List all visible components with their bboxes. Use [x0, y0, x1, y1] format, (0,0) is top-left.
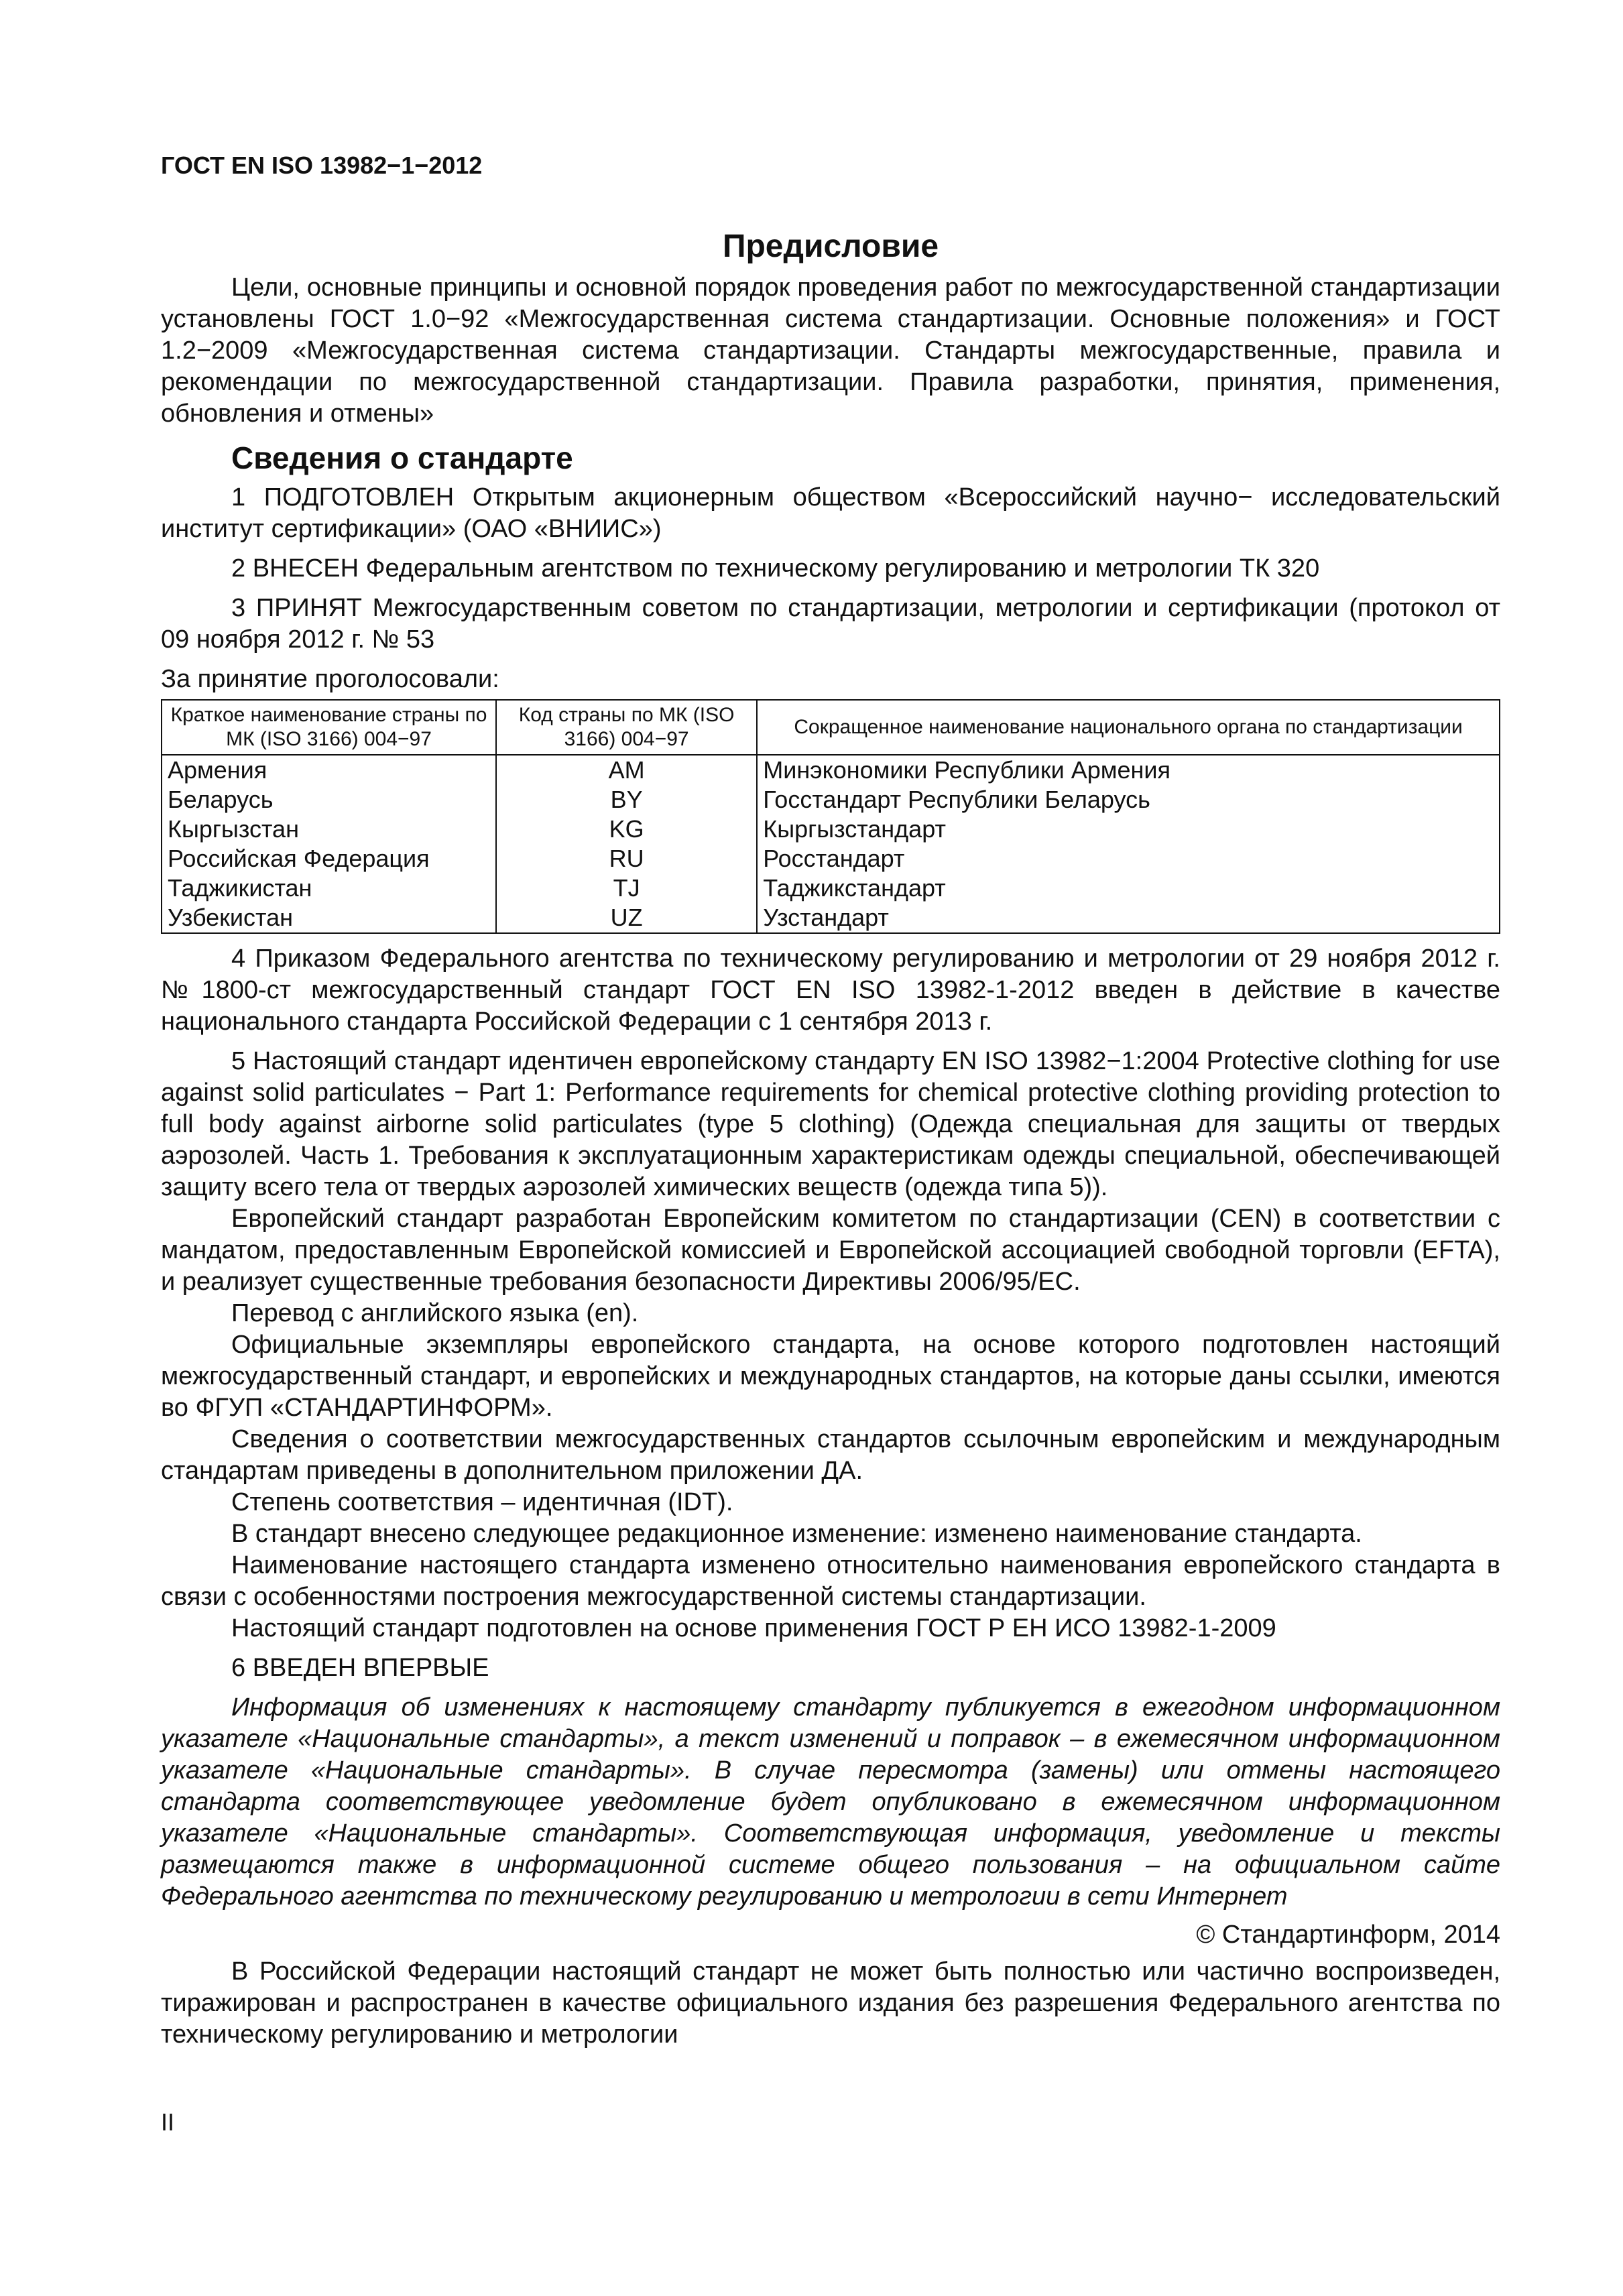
table-header-country: Краткое наименование страны по МК (ISO 3166) 004−97 [162, 700, 496, 755]
table-header-row [162, 700, 1500, 755]
info-item-5: 5 Настоящий стандарт идентичен европейскому стандарту EN ISO 13982−1:2004 Protective clothing for use against solid particulates − Part 1: Performance requirements for chemical protective clothing providing protection to full body against airborne solid particulates (type 5 clothing) (Одежда специальная для защиты от твердых аэрозолей. Часть 1. Требования к эксплуатационным характеристикам одежды специальной, обеспечивающей защиту всего тела от твердых аэрозолей химических веществ (одежда типа 5)). [161, 1047, 1500, 1201]
table-cell-country: Узбекистан [162, 903, 496, 933]
table-cell-body: Узстандарт [757, 903, 1500, 933]
item-5-paragraph: Наименование настоящего стандарта изменено относительно наименования европейского стандарта в связи с особенностями построения межгосударственной системы стандартизации. [161, 1551, 1500, 1611]
table-cell-body: Кыргызстандарт [757, 814, 1500, 844]
voting-countries-table [161, 699, 1500, 934]
table-cell-country: Беларусь [162, 785, 496, 814]
table-cell-code: TJ [496, 873, 757, 903]
info-item-3: 3 ПРИНЯТ Межгосударственным советом по стандартизации, метрологии и сертификации (протокол от 09 ноября 2012 г. № 53 [161, 594, 1500, 654]
document-code-header: ГОСТ EN ISO 13982−1−2012 [161, 152, 483, 179]
table-row [162, 873, 1500, 903]
table-row [162, 844, 1500, 873]
item-5-paragraph: Европейский стандарт разработан Европейским комитетом по стандартизации (CEN) в соответствии с мандатом, предоставленным Европейской комиссией и Европейской ассоциацией свободной торговли (EFTA), и реализует существенные требования безопасности Директивы 2006/95/EC. [161, 1205, 1500, 1296]
reproduction-notice: В Российской Федерации настоящий стандарт не может быть полностью или частично воспроизведен, тиражирован и распространен в качестве официального издания без разрешения Федерального агентства по техническому регулированию и метрологии [161, 1957, 1500, 2049]
foreword-title: Предисловие [722, 229, 939, 264]
table-cell-code: UZ [496, 903, 757, 933]
info-item-6: 6 ВВЕДЕН ВПЕРВЫЕ [231, 1654, 489, 1682]
info-item-1: 1 ПОДГОТОВЛЕН Открытым акционерным обществом «Всероссийский научно− исследовательский институт сертификации» (ОАО «ВНИИС») [161, 483, 1500, 543]
foreword-text: Цели, основные принципы и основной порядок проведения работ по межгосударственной стандартизации установлены ГОСТ 1.0−92 «Межгосударственная система стандартизации. Основные положения» и ГОСТ 1.2−2009 «Межгосударственная система стандартизации. Стандарты межгосударственные, правила и рекомендации по межгосударственной стандартизации. Правила разработки, принятия, применения, обновления и отмены» [161, 274, 1500, 428]
table-cell-country: Кыргызстан [162, 814, 496, 844]
table-cell-body: Росстандарт [757, 844, 1500, 873]
page-content [161, 228, 1500, 2051]
item-5-paragraph: Степень соответствия – идентичная (IDT). [231, 1488, 733, 1516]
table-cell-code: RU [496, 844, 757, 873]
info-item-4: 4 Приказом Федерального агентства по техническому регулированию и метрологии от 29 ноября 2012 г. №1800-ст межгосударственный стандарт ГОСТ EN ISO 13982-1-2012 введен в действие в качестве национального стандарта Российской Федерации с 1 сентября 2013 г. [161, 945, 1500, 1036]
table-row [162, 755, 1500, 785]
item-5-paragraph: Настоящий стандарт подготовлен на основе применения ГОСТ Р ЕН ИСО 13982-1-2009 [231, 1614, 1276, 1642]
table-cell-code: KG [496, 814, 757, 844]
item-5-paragraph: Официальные экземпляры европейского стандарта, на основе которого подготовлен настоящий межгосударственный стандарт, и европейских и международных стандартов, на которые даны ссылки, имеются во ФГУП «СТАНДАРТИНФОРМ». [161, 1331, 1500, 1422]
item-5-paragraph: Сведения о соответствии межгосударственных стандартов ссылочным европейским и международным стандартам приведены в дополнительном приложении ДА. [161, 1425, 1500, 1485]
table-row [162, 903, 1500, 933]
copyright-line: © Стандартинформ, 2014 [1196, 1921, 1500, 1949]
voted-label: За принятие проголосовали: [161, 665, 499, 693]
changes-information: Информация об изменениях к настоящему стандарту публикуется в ежегодном информационном указателе «Национальные стандарты», а текст изменений и поправок – в ежемесячном информационном указателе «Национальные стандарты». В случае пересмотра (замены) или отмены настоящего стандарта соответствующее уведомление будет опубликовано в ежемесячном информационном указателе «Национальные стандарты». Соответствующая информация, уведомление и тексты размещаются также в информационной системе общего пользования – на официальном сайте Федерального агентства по техническому регулированию и метрологии в сети Интернет [161, 1693, 1500, 1911]
table-header-body: Сокращенное наименование национального органа по стандартизации [757, 700, 1500, 755]
page-number: II [161, 2108, 175, 2136]
item-5-paragraph: Перевод с английского языка (en). [231, 1299, 639, 1327]
table-cell-country: Таджикистан [162, 873, 496, 903]
standard-info-title: Сведения о стандарте [231, 440, 573, 475]
item-5-paragraph: В стандарт внесено следующее редакционное изменение: изменено наименование стандарта. [231, 1520, 1362, 1548]
table-header-code: Код страны по МК (ISO 3166) 004−97 [496, 700, 757, 755]
table-cell-country: Армения [162, 755, 496, 785]
table-cell-code: AM [496, 755, 757, 785]
table-cell-body: Госстандарт Республики Беларусь [757, 785, 1500, 814]
table-cell-body: Минэкономики Республики Армения [757, 755, 1500, 785]
table-cell-body: Таджикстандарт [757, 873, 1500, 903]
table-cell-country: Российская Федерация [162, 844, 496, 873]
info-item-2: 2 ВНЕСЕН Федеральным агентством по техническому регулированию и метрологии ТК 320 [231, 554, 1320, 583]
table-cell-code: BY [496, 785, 757, 814]
table-row [162, 814, 1500, 844]
table-row [162, 785, 1500, 814]
